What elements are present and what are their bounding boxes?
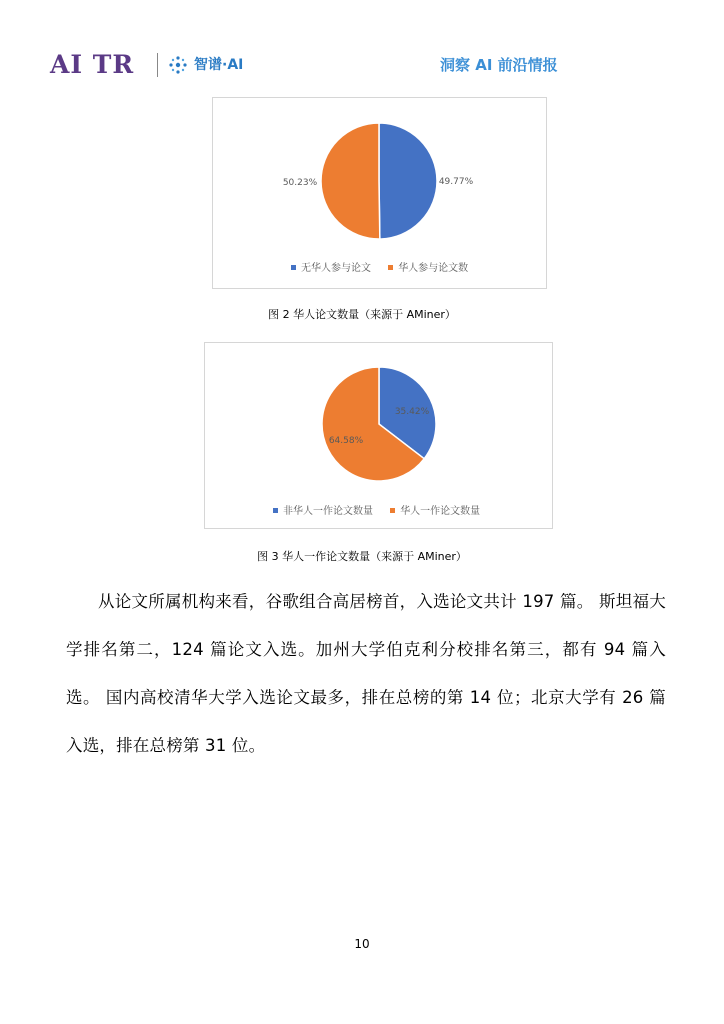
- figure2-data-label-1: 50.23%: [282, 178, 318, 188]
- legend-item-non-chinese-first: 非华人一作论文数量: [273, 506, 373, 517]
- figure2-slice-1: [321, 123, 380, 239]
- legend-item-no-chinese: 无华人参与论文: [291, 263, 371, 274]
- legend-item-chinese-first: 华人一作论文数量: [390, 506, 480, 517]
- page-header: [0, 0, 724, 90]
- figure3-caption: 图 3 华人一作论文数量（来源于 AMiner）: [257, 550, 467, 563]
- figure2-data-label-0: 49.77%: [438, 177, 474, 187]
- zhipu-logo-text: 智谱·AI: [194, 57, 244, 73]
- figure3-pie-svg: [205, 343, 552, 528]
- zhipu-logo-icon: [168, 55, 188, 75]
- figure3-data-label-1: 64.58%: [328, 436, 364, 446]
- legend-swatch: [273, 508, 278, 513]
- figure2-slice-0: [379, 123, 437, 239]
- figure2-pie-svg: [213, 98, 546, 288]
- figure2-caption: 图 2 华人论文数量（来源于 AMiner）: [268, 308, 456, 321]
- legend-swatch: [291, 265, 296, 270]
- figure2-chart: [212, 97, 547, 289]
- figure3-legend: [273, 505, 494, 519]
- figure3-chart: [204, 342, 553, 529]
- figure3-data-label-0: 35.42%: [394, 407, 430, 417]
- legend-item-chinese: 华人参与论文数: [388, 263, 468, 274]
- page-number: 10: [354, 937, 370, 951]
- legend-swatch: [388, 265, 393, 270]
- logo-divider: [157, 53, 158, 77]
- aitr-logo: AI TR: [50, 50, 135, 79]
- body-paragraph: 从论文所属机构来看，谷歌组合高居榜首，入选论文共计 197 篇。 斯坦福大学排名第二，124 篇论文入选。加州大学伯克利分校排名第三，都有 94 篇入选。 国内高校清华大学入选论文最多，排在总榜的第 14 位；北京大学有 26 篇入选，排在总榜第 31 位。: [66, 592, 666, 755]
- legend-swatch: [390, 508, 395, 513]
- header-slogan: 洞察 AI 前沿情报: [440, 56, 558, 74]
- figure2-legend: [291, 262, 482, 276]
